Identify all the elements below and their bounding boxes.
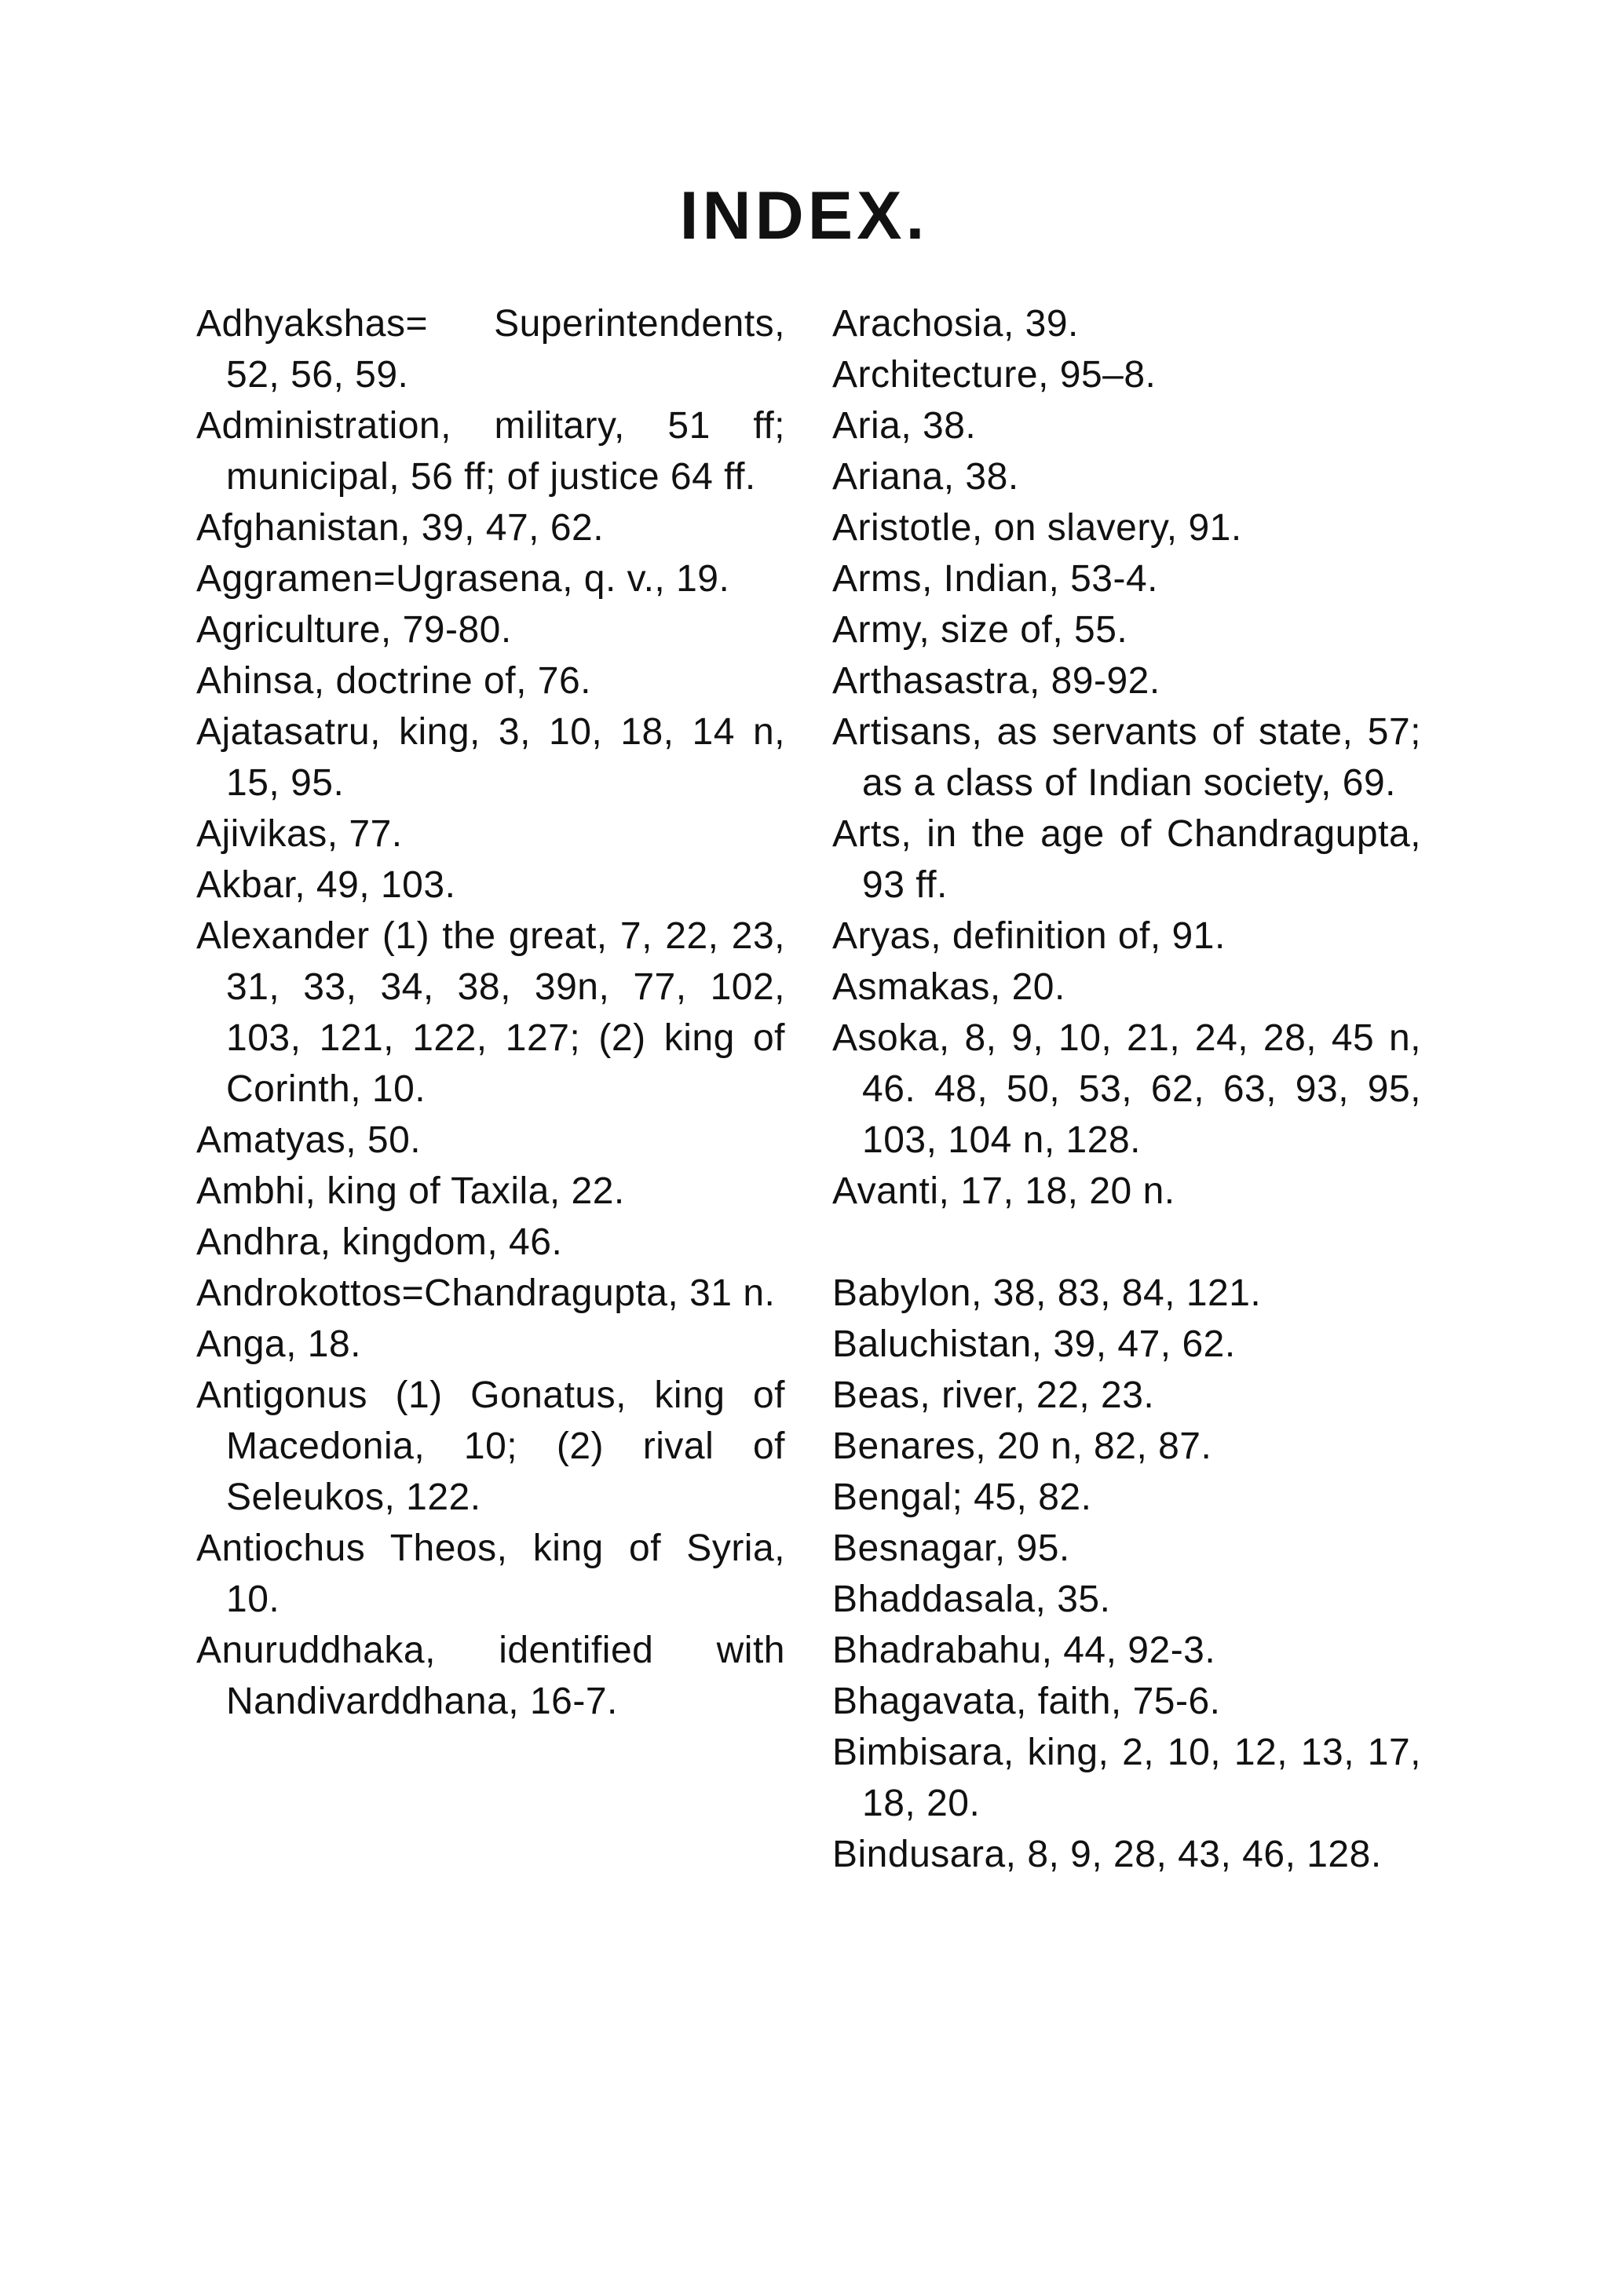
index-entry: Bhaddasala, 35.	[832, 1579, 1111, 1620]
index-entry: Bindusara, 8, 9, 28, 43, 46, 128.	[832, 1834, 1382, 1875]
index-entry: Arachosia, 39.	[832, 303, 1079, 345]
index-entry: Baluchistan, 39, 47, 62.	[832, 1323, 1236, 1365]
index-entry: Besnagar, 95.	[832, 1528, 1070, 1569]
index-entry: Androkottos=Chandragupta, 31 n.	[196, 1272, 776, 1314]
index-entry: Asmakas, 20.	[832, 966, 1065, 1008]
index-entry: Beas, river, 22, 23.	[832, 1374, 1155, 1416]
index-entry: Arms, Indian, 53-4.	[832, 558, 1159, 600]
index-entry: Bengal; 45, 82.	[832, 1477, 1092, 1518]
index-entry: Arthasastra, 89-92.	[832, 660, 1160, 702]
index-entry: Antiochus Theos, king of Syria, 10.	[196, 1528, 785, 1620]
index-entry: Ahinsa, doctrine of, 76.	[196, 660, 591, 702]
index-entry: Artisans, as servants of state, 57; as a class of Indian society, 69.	[832, 711, 1421, 804]
index-entry: Anga, 18.	[196, 1323, 361, 1365]
index-column-left	[196, 298, 785, 1727]
index-entry: Babylon, 38, 83, 84, 121.	[832, 1272, 1262, 1314]
index-entry: Aristotle, on slavery, 91.	[832, 507, 1242, 549]
index-entry: Bhadrabahu, 44, 92-3.	[832, 1630, 1216, 1671]
index-entry: Administration, military, 51 ff; municipal, 56 ff; of justice 64 ff.	[196, 405, 785, 498]
index-entry: Anuruddhaka, identified with Nandivarddhana, 16-7.	[196, 1630, 785, 1722]
index-entry: Bhagavata, faith, 75-6.	[832, 1681, 1221, 1722]
index-entry: Ajivikas, 77.	[196, 813, 403, 855]
index-column-right	[832, 298, 1421, 1880]
index-entry: Asoka, 8, 9, 10, 21, 24, 28, 45 n, 46. 48, 50, 53, 62, 63, 93, 95, 103, 104 n, 128.	[832, 1017, 1421, 1161]
index-entry: Andhra, kingdom, 46.	[196, 1221, 563, 1263]
index-entry: Ariana, 38.	[832, 456, 1019, 498]
index-entry: Amatyas, 50.	[196, 1119, 422, 1161]
index-entry: Afghanistan, 39, 47, 62.	[196, 507, 605, 549]
index-entry: Akbar, 49, 103.	[196, 864, 456, 906]
index-entry: Army, size of, 55.	[832, 609, 1128, 651]
index-entry: Architecture, 95–8.	[832, 354, 1157, 396]
index-entry: Alexander (1) the great, 7, 22, 23, 31, 33, 34, 38, 39n, 77, 102, 103, 121, 122, 127; (2) king of Corinth, 10.	[196, 915, 785, 1110]
index-entry: Benares, 20 n, 82, 87.	[832, 1425, 1212, 1467]
index-entry: Bimbisara, king, 2, 10, 12, 13, 17, 18, 20.	[832, 1732, 1421, 1824]
page-title: INDEX.	[679, 178, 929, 254]
section-gap	[832, 1217, 1421, 1268]
index-entry: Aria, 38.	[832, 405, 977, 447]
index-entry: Arts, in the age of Chandragupta, 93 ff.	[832, 813, 1421, 906]
index-entry: Antigonus (1) Gonatus, king of Macedonia, 10; (2) rival of Seleukos, 122.	[196, 1374, 785, 1518]
index-entry: Agriculture, 79-80.	[196, 609, 512, 651]
index-entry: Avanti, 17, 18, 20 n.	[832, 1170, 1175, 1212]
index-entry: Ajatasatru, king, 3, 10, 18, 14 n, 15, 95.	[196, 711, 785, 804]
index-entry: Aryas, definition of, 91.	[832, 915, 1226, 957]
index-entry: Adhyakshas= Superintendents, 52, 56, 59.	[196, 303, 785, 396]
index-entry: Aggramen=Ugrasena, q. v., 19.	[196, 558, 730, 600]
index-entry: Ambhi, king of Taxila, 22.	[196, 1170, 625, 1212]
